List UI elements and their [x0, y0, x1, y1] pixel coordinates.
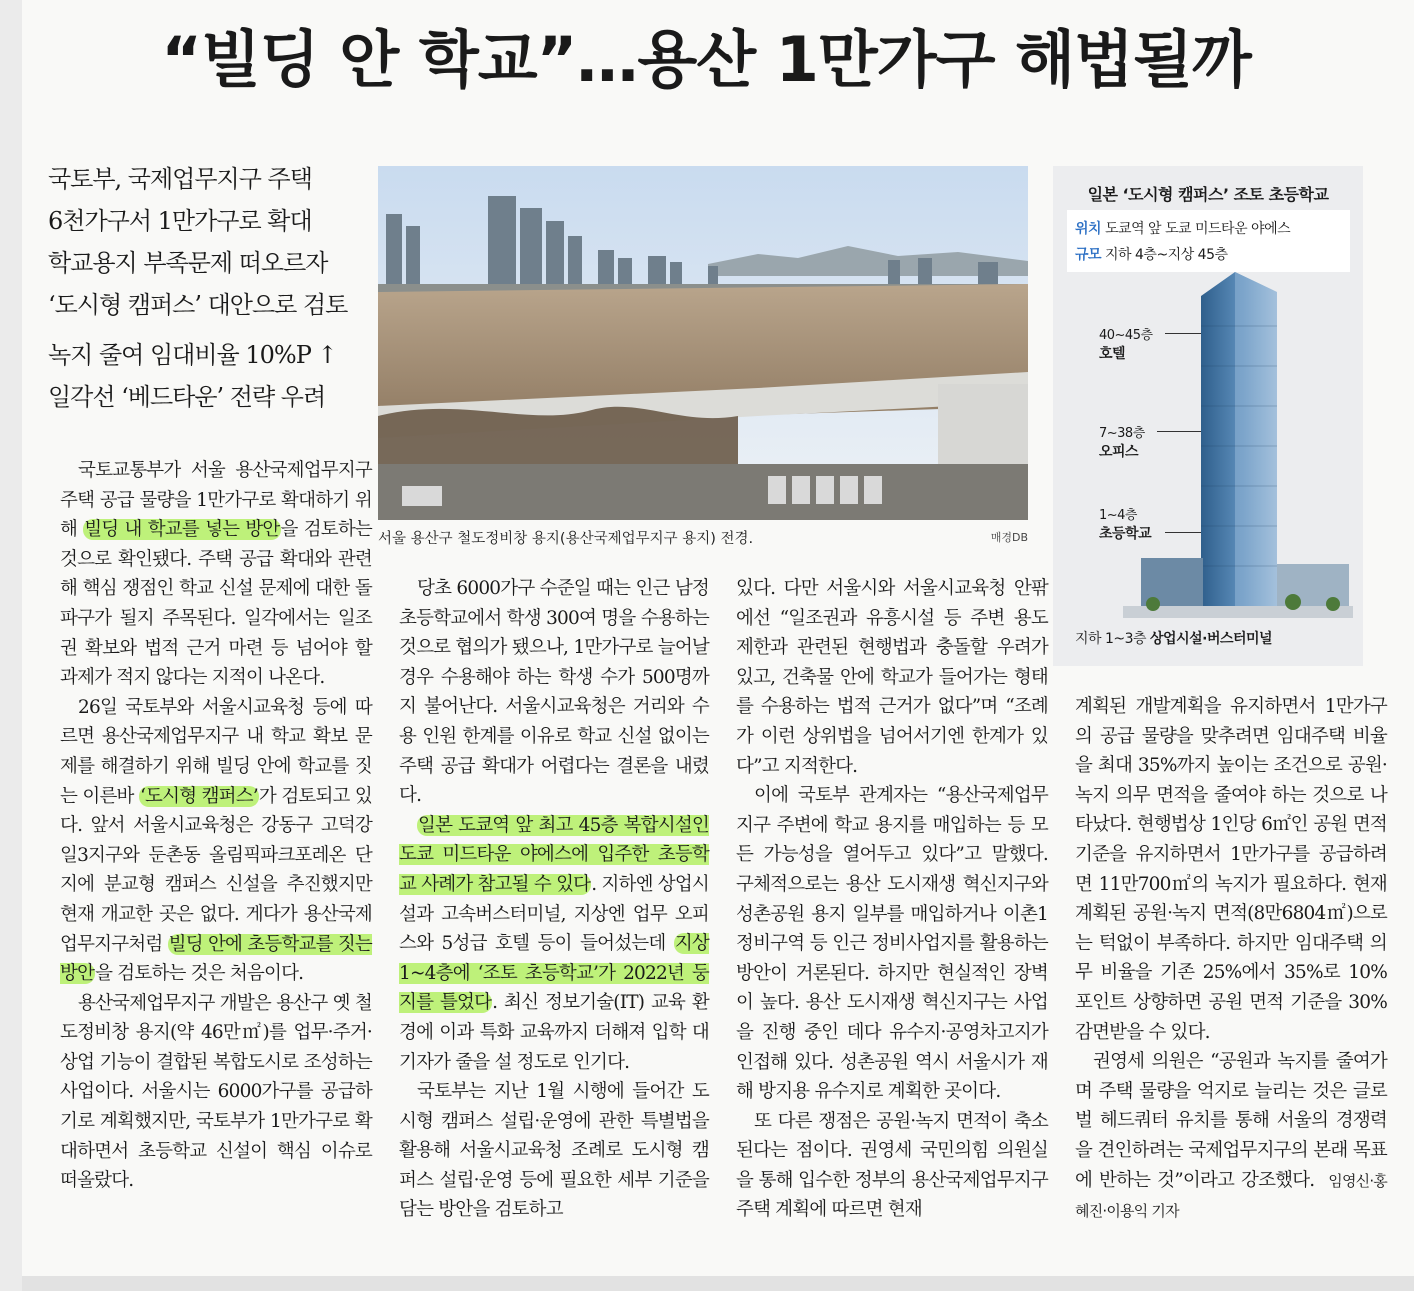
photo-credit: 매경DB [990, 531, 1028, 544]
paragraph: 국토교통부가 서울 용산국제업무지구 주택 공급 물량을 1만가구로 확대하기 위해 빌딩 내 학교를 넣는 방안을 검토하는 것으로 확인됐다. 주택 공급 확대와 관련해 핵심 쟁점인 학교 신설 문제에 대한 돌파구가 될지 주목된다. 일각에서는 일조권 확보와 법적 근거 마련 등 넘어야 할 과제가 적지 않다는 지적이 나온다. [60, 460, 372, 689]
leader-line [1165, 333, 1201, 334]
subheads [48, 158, 368, 418]
subhead-line: 녹지 줄여 임대비율 10%P ↑ [48, 341, 337, 369]
info-scale: 규모 지하 4층~지상 45층 [1075, 247, 1228, 263]
paragraph: 당초 6000가구 수준일 때는 인근 남정초등학교에서 학생 300여 명을 수용하는 것으로 협의가 됐으나, 1만가구로 늘어날 경우 수용해야 하는 학생 수가 500명까지 불어난다. 서울시교육청은 거리와 수용 인원 한계를 이유로 학교 신설 없이는 주택 공급 확대가 어렵다는 결론을 내렸다. [399, 578, 709, 807]
paragraph: 일본 도쿄역 앞 최고 45층 복합시설인 도쿄 미드타운 야에스에 입주한 초등학교 사례가 참고될 수 있다. 지하엔 상업시설과 고속버스터미널, 지상엔 업무 오피스와 5성급 호텔 등이 들어섰는데 지상 1~4층에 ‘조토 초등학교’가 2022년 둥지를 틀었다. 최신 정보기술(IT) 교육 환경에 이과 특화 교육까지 더해져 입학 대기자가 줄을 설 정도로 인기다. [399, 814, 709, 1073]
paragraph: 용산국제업무지구 개발은 용산구 옛 철도정비창 용지(약 46만㎡)를 업무·주거·상업 기능이 결합된 복합도시로 조성하는 사업이다. 서울시는 6000가구를 공급하기로 계획했지만, 국토부가 1만가구로 확대하면서 초등학교 신설이 핵심 이슈로 떠올랐다. [60, 992, 372, 1192]
leader-line [1165, 532, 1201, 533]
infographic-title: 일본 ‘도시형 캠퍼스’ 조토 초등학교 [1087, 185, 1329, 204]
article-column-3 [736, 574, 1048, 1225]
highlighted-text: 빌딩 안에 초등학교를 짓는 방안 [60, 933, 372, 985]
subhead-line: 6천가구서 1만가구로 확대 [48, 207, 312, 235]
site-photo [378, 166, 1028, 520]
floor-hotel: 40~45층 호텔 [1099, 328, 1153, 362]
article-column-1 [60, 456, 372, 1196]
subhead-line: 학교용지 부족문제 떠오르자 [48, 249, 328, 277]
paragraph: 26일 국토부와 서울시교육청 등에 따르면 용산국제업무지구 내 학교 확보 문제를 해결하기 위해 빌딩 안에 학교를 짓는 이른바 ‘도시형 캠퍼스’가 검토되고 있다. 앞서 서울시교육청은 강동구 고덕강일3지구와 둔촌동 올림픽파크포레온 단지에 분교형 캠퍼스 신설을 추진했지만 현재 개교한 곳은 없다. 게다가 용산국제업무지구처럼 빌딩 안에 초등학교를 짓는 방안을 검토하는 것은 처음이다. [60, 696, 373, 985]
byline: 임영신·홍혜진·이용익 기자 [1075, 1171, 1387, 1221]
article-column-2 [399, 574, 709, 1225]
subhead-line: 국토부, 국제업무지구 주택 [48, 165, 312, 193]
highlighted-text: 빌딩 내 학교를 넣는 방안 [84, 519, 280, 541]
floor-basement: 지하 1~3층 상업시설·버스터미널 [1075, 631, 1273, 647]
highlighted-text: 일본 도쿄역 앞 최고 45층 복합시설인 도쿄 미드타운 야에스에 입주한 초등학교 사례가 참고될 수 있다 [399, 814, 709, 895]
subhead-line: 일각선 ‘베드타운’ 전략 우려 [48, 383, 326, 411]
paragraph: 이에 국토부 관계자는 “용산국제업무지구 주변에 학교 용지를 매입하는 등 모든 가능성을 열어두고 있다”고 말했다. 구체적으로는 용산 도시재생 혁신지구와 성촌공원 용지 일부를 매입하거나 이촌1정비구역 등 인근 정비사업지를 활용하는 방안이 거론된다. 하지만 현실적인 장벽이 높다. 용산 도시재생 혁신지구는 사업을 진행 중인 데다 유수지·공영차고지가 인접해 있다. 성촌공원 역시 서울시가 재해 방지용 유수지로 계획한 곳이다. [736, 785, 1048, 1103]
paragraph: 국토부는 지난 1월 시행에 들어간 도시형 캠퍼스 설립·운영에 관한 특별법을 활용해 서울시교육청 조례로 도시형 캠퍼스 설립·운영 등에 필요한 세부 기준을 담는 방안을 검토하고 [399, 1081, 709, 1221]
photo-caption: 서울 용산구 철도정비창 용지(용산국제업무지구 용지) 전경. 매경DB [378, 531, 1028, 547]
highlighted-text: ‘도시형 캠퍼스’ [139, 785, 258, 807]
highlighted-text: 지상 1~4층에 ‘조토 초등학교’가 2022년 둥지를 틀었다 [399, 933, 709, 1014]
subhead-line: ‘도시형 캠퍼스’ 대안으로 검토 [48, 291, 348, 319]
page-shadow [22, 1276, 1414, 1291]
headline: “빌딩 안 학교”…용산 1만가구 해법될까 [161, 23, 1251, 96]
leader-line [1157, 431, 1201, 432]
article-column-4 [1075, 692, 1387, 1227]
paragraph: 또 다른 쟁점은 공원·녹지 면적이 축소된다는 점이다. 권영세 국민의힘 의원실을 통해 입수한 정부의 용산국제업무지구 주택 계획에 따르면 현재 [736, 1110, 1048, 1221]
paragraph: 계획된 개발계획을 유지하면서 1만가구의 공급 물량을 맞추려면 임대주택 비율을 최대 35%까지 높이는 조건으로 공원·녹지 의무 면적을 줄여야 하는 것으로 나타났다. 현행법상 1인당 6㎡인 공원 면적 기준을 유지하면서 1만가구를 공급하려면 11만700㎡의 녹지가 필요하다. 현재 계획된 공원·녹지 면적(8만6804㎡)으로는 턱없이 부족하다. 하지만 임대주택 의무 비율을 기존 25%에서 35%로 10%포인트 상향하면 공원 면적 기준을 30% 감면받을 수 있다. [1075, 696, 1387, 1043]
floor-office: 7~38층 오피스 [1099, 426, 1145, 460]
paragraph: 권영세 의원은 “공원과 녹지를 줄여가며 주택 물량을 억지로 늘리는 것은 글로벌 헤드쿼터 유치를 통해 서울의 경쟁력을 견인하려는 국제업무지구의 본래 목표에 반하는 것”이라고 강조했다. 임영신·홍혜진·이용익 기자 [1075, 1051, 1387, 1221]
tower-illustration [1053, 166, 1363, 666]
paragraph: 있다. 다만 서울시와 서울시교육청 안팎에선 “일조권과 유흥시설 등 주변 용도 제한과 관련된 현행법과 충돌할 우려가 있고, 건축물 안에 학교가 들어가는 형태를 수용하는 법적 근거가 없다”며 “조례가 이런 상위법을 넘어서기엔 한계가 있다”고 지적한다. [736, 578, 1048, 777]
info-location: 위치 도쿄역 앞 도쿄 미드타운 야에스 [1075, 221, 1291, 237]
infographic-box [1053, 166, 1363, 666]
floor-school: 1~4층 초등학교 [1099, 508, 1152, 542]
